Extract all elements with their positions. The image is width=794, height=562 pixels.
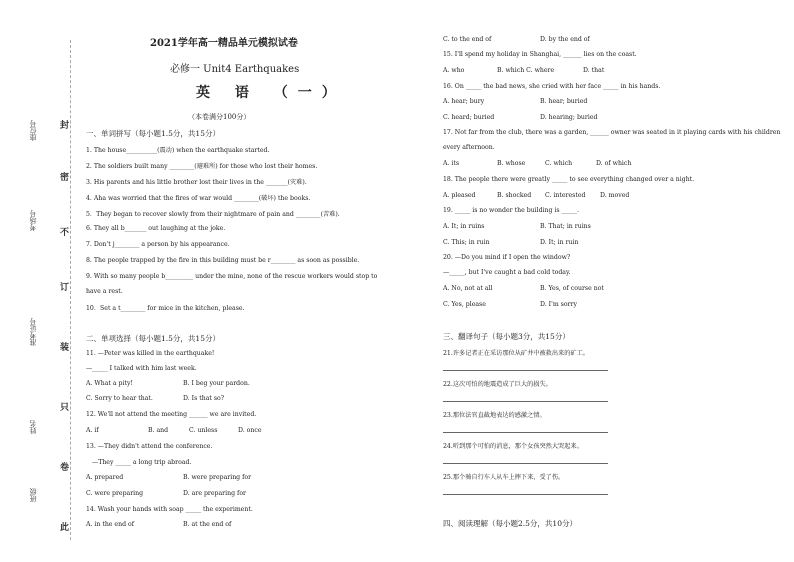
q14-option-d[interactable]: D. by the end of <box>540 36 590 43</box>
question-11: 11. —Peter was killed in the earthquake! <box>86 350 215 357</box>
question-22: 22.这次可怕的地震造成了巨大的损失。 <box>443 381 552 388</box>
q11-option-d[interactable]: D. Is that so? <box>183 395 225 402</box>
question-9-cont: have a rest. <box>86 288 123 295</box>
binding-char: 不 <box>60 228 70 238</box>
question-8: 8. The people trapped by the fire in this building must be r________ as soon as possible. <box>86 257 360 264</box>
q19-option-b[interactable]: B. That; in ruins <box>540 223 591 230</box>
q16-option-b[interactable]: B. hear; buried <box>540 98 588 105</box>
answer-line-22[interactable] <box>443 401 608 402</box>
q12-option-b[interactable]: B. and <box>148 427 169 434</box>
question-17-cont: every afternoon. <box>443 144 495 151</box>
q18-option-a[interactable]: A. pleased <box>443 192 476 199</box>
q17-option-a[interactable]: A. its <box>443 160 460 167</box>
q17-option-b[interactable]: B. whose <box>497 160 526 167</box>
binding-char: 此 <box>60 523 70 533</box>
binding-char: 装 <box>60 343 70 353</box>
q19-option-a[interactable]: A. It; in ruins <box>443 223 485 230</box>
question-13-reply: —They _____ a long trip abroad. <box>92 459 192 466</box>
answer-line-25[interactable] <box>443 494 608 495</box>
question-19: 19. _____ is no wonder the building is _____. <box>443 207 580 214</box>
section3-heading: 三、翻译句子（每小题3分，共15分） <box>443 332 570 341</box>
q18-option-b[interactable]: B. shocked <box>497 192 532 199</box>
answer-line-21[interactable] <box>443 370 608 371</box>
q14-option-a[interactable]: A. in the end of <box>86 521 135 528</box>
q18-option-d[interactable]: D. moved <box>600 192 630 199</box>
question-6: 6. They all b_______ out laughing at the joke. <box>86 225 226 232</box>
q13-option-c[interactable]: C. were preparing <box>86 490 144 497</box>
q16-option-a[interactable]: A. hear; bury <box>443 98 485 105</box>
paper-title: 2021学年高一精品单元模拟试卷 <box>150 38 298 49</box>
question-21: 21.许多记者正在采访那位从矿井中被救出来的矿工。 <box>443 350 589 357</box>
field-name[interactable]: 姓名 <box>29 420 37 434</box>
question-4: 4. Aha was worried that the fires of war would ________(破坏) the books. <box>86 195 311 202</box>
question-5: 5．They began to recover slowly from their nightmare of pain and ________(苦难). <box>86 211 340 218</box>
q11-option-c[interactable]: C. Sorry to hear that. <box>86 395 153 402</box>
q20-option-c[interactable]: C. Yes, please <box>443 301 486 308</box>
q11-option-b[interactable]: B. I beg your pardon. <box>183 380 250 387</box>
q13-option-a[interactable]: A. prepared <box>86 474 124 481</box>
field-exam-id[interactable]: 准考证号 <box>29 318 37 346</box>
question-20: 20. —Do you mind if I open the window? <box>443 254 571 261</box>
section2-heading: 二、单项选择（每小题1.5分，共15分） <box>86 334 220 343</box>
question-15: 15. I'll spend my holiday in Shanghai, ______ lies on the coast. <box>443 51 637 58</box>
field-class[interactable]: 班级 <box>29 488 37 502</box>
field-seat[interactable]: 座位号 <box>29 120 37 141</box>
question-13: 13. —They didn't attend the conference. <box>86 443 213 450</box>
field-room[interactable]: 考场号 <box>29 210 37 231</box>
q14-option-c[interactable]: C. to the end of <box>443 36 492 43</box>
q12-option-a[interactable]: A. if <box>86 427 99 434</box>
q19-option-d[interactable]: D. It; in ruin <box>540 239 579 246</box>
question-12: 12. We'll not attend the meeting ______ we are invited. <box>86 411 257 418</box>
question-7: 7. Don't j________ a person by his appearance. <box>86 241 230 248</box>
binding-char: 卷 <box>60 463 70 473</box>
q20-option-a[interactable]: A. No, not at all <box>443 285 493 292</box>
q20-option-d[interactable]: D. I'm sorry <box>540 301 577 308</box>
q15-option-a[interactable]: A. who <box>443 67 465 74</box>
answer-line-24[interactable] <box>443 463 608 464</box>
question-25: 25.那个骑自行车人从车上摔下来，受了伤。 <box>443 474 565 481</box>
q12-option-d[interactable]: D. once <box>238 427 262 434</box>
section1-heading: 一、单词拼写（每小题1.5分，共15分） <box>86 129 220 138</box>
paper-subtitle: 必修一 Unit4 Earthquakes <box>170 64 300 75</box>
question-17: 17. Not far from the club, there was a garden, ______ owner was seated in it playing cards with his children <box>443 129 781 136</box>
q20-option-b[interactable]: B. Yes, of course not <box>540 285 604 292</box>
q15-option-bc[interactable]: B. which C. where <box>497 67 555 74</box>
q11-option-a[interactable]: A. What a pity! <box>86 380 133 387</box>
binding-char: 只 <box>60 403 70 413</box>
q16-option-d[interactable]: D. hearing; buried <box>540 114 598 121</box>
binding-char: 订 <box>60 283 70 293</box>
question-16: 16. On _____ the bad news, she cried with her face _____ in his hands. <box>443 83 661 90</box>
question-9: 9. With so many people b_________ under the mine, none of the rescue workers would stop to <box>86 273 378 280</box>
question-20-reply: —_____, but I've caught a bad cold today. <box>443 269 571 276</box>
binding-dashed-line <box>70 40 71 540</box>
q16-option-c[interactable]: C. heard; buried <box>443 114 495 121</box>
q15-option-d[interactable]: D. that <box>583 67 605 74</box>
question-11-reply: —_____ I talked with him last week. <box>86 365 197 372</box>
score-note: （本卷满分100分） <box>188 113 251 121</box>
q13-option-b[interactable]: B. were preparing for <box>183 474 252 481</box>
question-18: 18. The people there were greatly _____ to see everything changed over a night. <box>443 176 695 183</box>
section4-heading: 四、阅读理解（每小题2.5分，共10分） <box>443 519 577 528</box>
question-2: 2. The soldiers built many ________(避难所) for those who lost their homes. <box>86 163 318 170</box>
q17-option-d[interactable]: D. of which <box>596 160 632 167</box>
question-14: 14. Wash your hands with soap _____ the experiment. <box>86 506 253 513</box>
binding-char: 封 <box>60 121 70 131</box>
q12-option-c[interactable]: C. unless <box>189 427 218 434</box>
question-24: 24.听到那个可怕的消息，那个女孩突然大哭起来。 <box>443 443 583 450</box>
q17-option-c[interactable]: C. which <box>545 160 573 167</box>
q13-option-d[interactable]: D. are preparing for <box>183 490 247 497</box>
q14-option-b[interactable]: B. at the end of <box>183 521 232 528</box>
question-10: 10．Set a t________ for mice in the kitchen, please. <box>86 305 245 312</box>
answer-line-23[interactable] <box>443 432 608 433</box>
paper-subject: 英 语 （一） <box>196 85 346 101</box>
binding-char: 密 <box>60 173 70 183</box>
question-3: 3. His parents and his little brother lost their lives in the _______(灾难). <box>86 179 307 186</box>
q19-option-c[interactable]: C. This; in ruin <box>443 239 490 246</box>
question-23: 23.那位法官直截地表达的感激之情。 <box>443 412 546 419</box>
question-1: 1. The house__________(震动) when the earthquake started. <box>86 147 270 154</box>
q18-option-c[interactable]: C. interested <box>545 192 586 199</box>
